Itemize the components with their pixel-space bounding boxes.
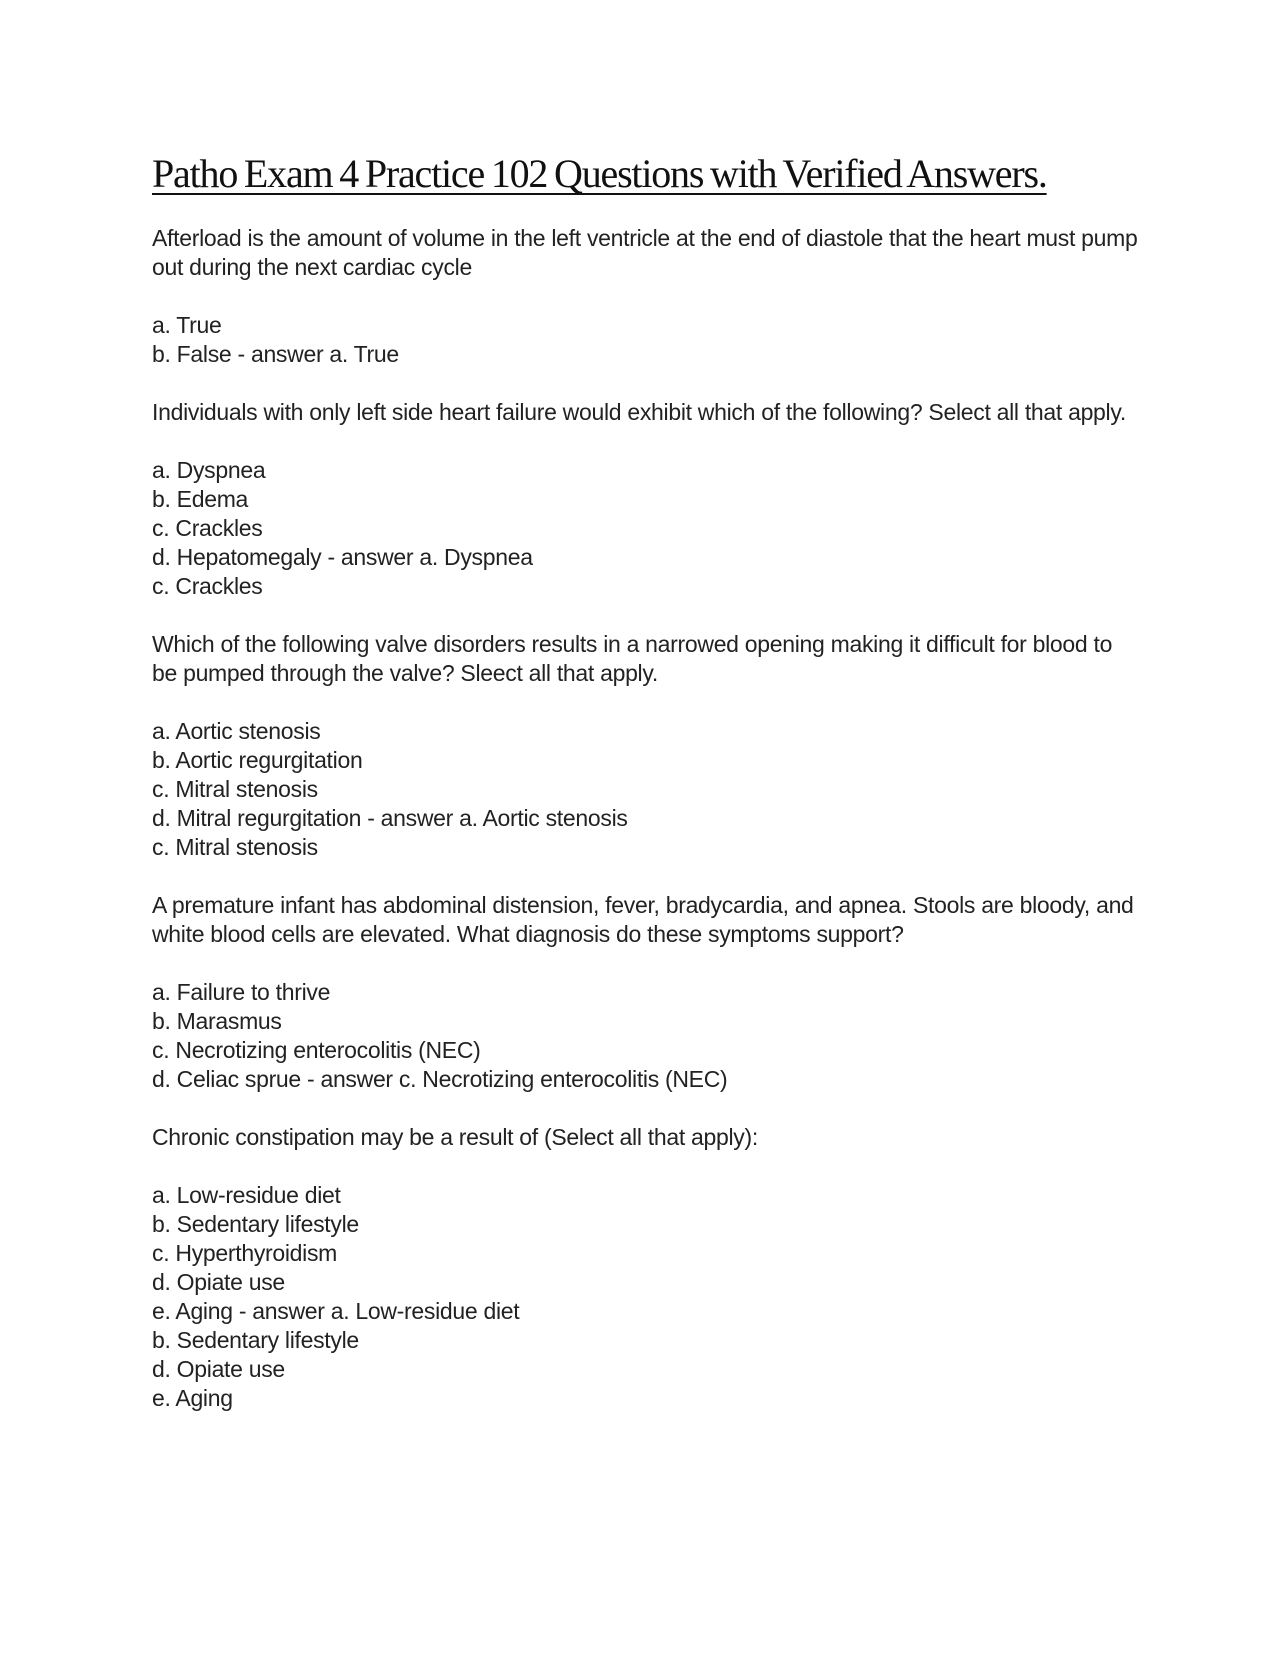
option-line: c. Mitral stenosis	[152, 834, 318, 860]
answer-options	[152, 717, 1142, 862]
option-line: c. Crackles	[152, 573, 263, 599]
option-line: b. Sedentary lifestyle	[152, 1327, 359, 1353]
option-line: c. Necrotizing enterocolitis (NEC)	[152, 1037, 481, 1063]
option-line: a. Aortic stenosis	[152, 718, 321, 744]
answer-options	[152, 311, 1142, 369]
document-title: Patho Exam 4 Practice 102 Questions with Verified Answers.	[152, 151, 1047, 196]
answer-options	[152, 978, 1142, 1094]
option-line: a. Failure to thrive	[152, 979, 331, 1005]
option-line: d. Hepatomegaly - answer a. Dyspnea	[152, 544, 533, 570]
option-line: e. Aging - answer a. Low-residue diet	[152, 1298, 520, 1324]
answer-options	[152, 1181, 1142, 1413]
option-line: a. Low-residue diet	[152, 1182, 341, 1208]
option-line: c. Crackles	[152, 515, 263, 541]
option-line: a. Dyspnea	[152, 457, 266, 483]
option-line: b. Edema	[152, 486, 249, 512]
option-line: d. Celiac sprue - answer c. Necrotizing enterocolitis (NEC)	[152, 1066, 728, 1092]
question-text: Afterload is the amount of volume in the left ventricle at the end of diastole that the heart must pump out during the next cardiac cycle	[152, 225, 1138, 280]
question-text: A premature infant has abdominal distension, fever, bradycardia, and apnea. Stools are bloody, and white blood cells are elevated. What diagnosis do these symptoms support?	[152, 892, 1134, 947]
question-block-4	[152, 891, 1142, 1094]
option-line: b. Marasmus	[152, 1008, 282, 1034]
option-line: b. False - answer a. True	[152, 341, 399, 367]
option-line: d. Opiate use	[152, 1269, 285, 1295]
option-line: d. Mitral regurgitation - answer a. Aortic stenosis	[152, 805, 628, 831]
option-line: c. Mitral stenosis	[152, 776, 318, 802]
option-line: c. Hyperthyroidism	[152, 1240, 338, 1266]
option-line: d. Opiate use	[152, 1356, 285, 1382]
question-text: Chronic constipation may be a result of (Select all that apply):	[152, 1124, 758, 1150]
question-block-2	[152, 398, 1142, 601]
question-block-1	[152, 224, 1142, 369]
question-text: Individuals with only left side heart failure would exhibit which of the following? Select all that apply.	[152, 399, 1126, 425]
document-page	[152, 150, 1142, 1442]
answer-options	[152, 456, 1142, 601]
question-text: Which of the following valve disorders results in a narrowed opening making it difficult for blood to be pumped through the valve? Sleect all that apply.	[152, 631, 1113, 686]
option-line: a. True	[152, 312, 222, 338]
option-line: b. Aortic regurgitation	[152, 747, 363, 773]
option-line: b. Sedentary lifestyle	[152, 1211, 359, 1237]
question-block-5	[152, 1123, 1142, 1413]
question-block-3	[152, 630, 1142, 862]
option-line: e. Aging	[152, 1385, 233, 1411]
